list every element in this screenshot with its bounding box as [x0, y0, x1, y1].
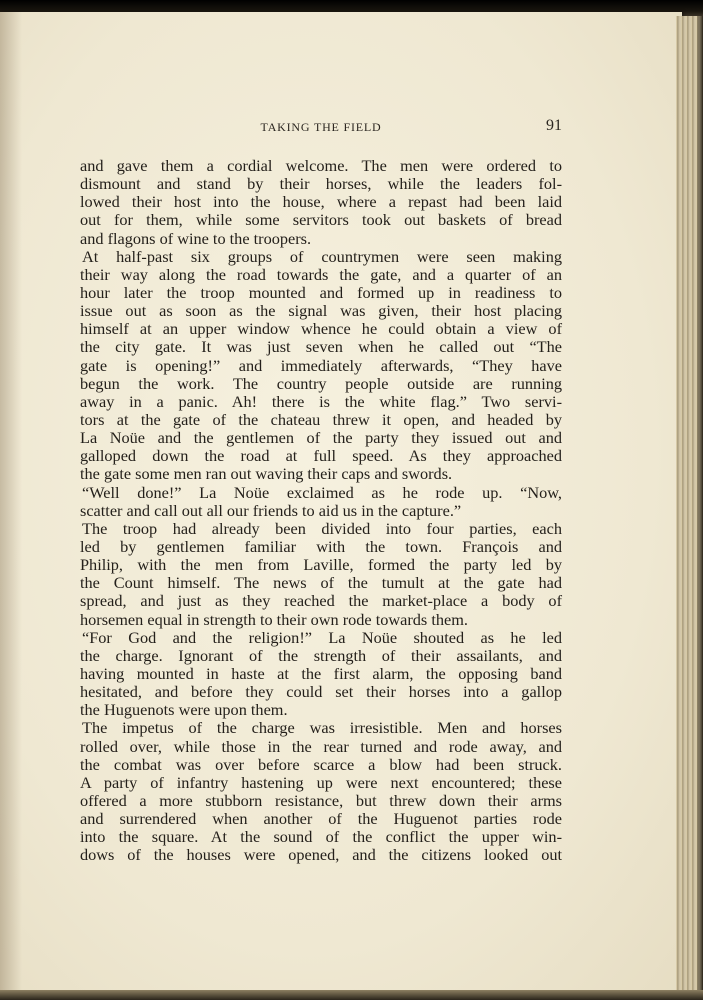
text-line: the Count himself. The news of the tumult at the gate had	[80, 573, 562, 593]
text-line: into the square. At the sound of the conflict the upper win-	[80, 827, 562, 847]
text-line: tors at the gate of the chateau threw it open, and headed by	[80, 409, 562, 429]
scan-bottom-edge	[0, 990, 703, 1000]
text-line: the city gate. It was just seven when he called out “The	[80, 337, 562, 357]
text-line: At half-past six groups of countrymen were seen making	[82, 246, 562, 266]
text-line: the charge. Ignorant of the strength of their assailants, and	[80, 645, 562, 665]
text-line: “For God and the religion!” La Noüe shouted as he led	[82, 627, 562, 647]
text-line: hour later the troop mounted and formed up in readiness to	[80, 282, 562, 302]
text-line: galloped down the road at full speed. As they approached	[80, 446, 562, 466]
text-line: hesitated, and before they could set their horses into a gallop	[80, 682, 562, 702]
text-line: out for them, while some servitors took out baskets of bread	[80, 210, 562, 230]
text-line: himself at an upper window whence he could obtain a view of	[80, 319, 562, 339]
text-line: dows of the houses were opened, and the citizens looked out	[80, 845, 562, 865]
text-line: the gate some men ran out waving their caps and swords.	[80, 464, 453, 484]
text-line: and flagons of wine to the troopers.	[80, 228, 312, 248]
text-line: issue out as soon as the signal was given, their host placing	[80, 301, 562, 321]
text-line: led by gentlemen familiar with the town. François and	[80, 536, 562, 556]
text-line: horsemen equal in strength to their own rode towards them.	[80, 609, 468, 629]
running-title: TAKING THE FIELD	[260, 120, 382, 134]
text-line: away in a panic. Ah! there is the white flag.” Two servi-	[80, 391, 562, 411]
running-head	[80, 117, 562, 137]
text-line: having mounted in haste at the first alarm, the opposing band	[80, 663, 562, 683]
text-line: the combat was over before scarce a blow had been struck.	[80, 754, 562, 774]
text-line: rolled over, while those in the rear turned and rode away, and	[80, 736, 562, 756]
page-number: 91	[546, 117, 562, 134]
text-line: dismount and stand by their horses, while the leaders fol-	[80, 174, 562, 194]
text-line: The troop had already been divided into four parties, each	[82, 518, 562, 538]
text-line: spread, and just as they reached the market-place a body of	[80, 591, 562, 611]
text-body	[80, 157, 562, 864]
text-line: their way along the road towards the gate, and a quarter of an	[80, 264, 562, 284]
text-line: and gave them a cordial welcome. The men were ordered to	[80, 156, 562, 175]
text-line: the Huguenots were upon them.	[80, 700, 288, 720]
text-line: “Well done!” La Noüe exclaimed as he rode up. “Now,	[82, 482, 562, 502]
text-line: offered a more stubborn resistance, but threw down their arms	[80, 790, 562, 810]
text-line: lowed their host into the house, where a repast had been laid	[80, 192, 562, 212]
text-line: gate is opening!” and immediately afterwards, “They have	[80, 355, 562, 375]
text-line: The impetus of the charge was irresistible. Men and horses	[82, 718, 562, 738]
text-line: Philip, with the men from Laville, formed the party led by	[80, 555, 562, 575]
text-line: A party of infantry hastening up were next encountered; these	[80, 772, 562, 792]
page-edges-shadow	[697, 16, 703, 1000]
gutter-shadow	[0, 12, 22, 992]
text-line: La Noüe and the gentlemen of the party they issued out and	[80, 428, 562, 448]
text-line: begun the work. The country people outside are running	[80, 373, 562, 393]
text-line: scatter and call out all our friends to aid us in the capture.”	[80, 500, 462, 520]
text-line: and surrendered when another of the Huguenot parties rode	[80, 809, 562, 829]
